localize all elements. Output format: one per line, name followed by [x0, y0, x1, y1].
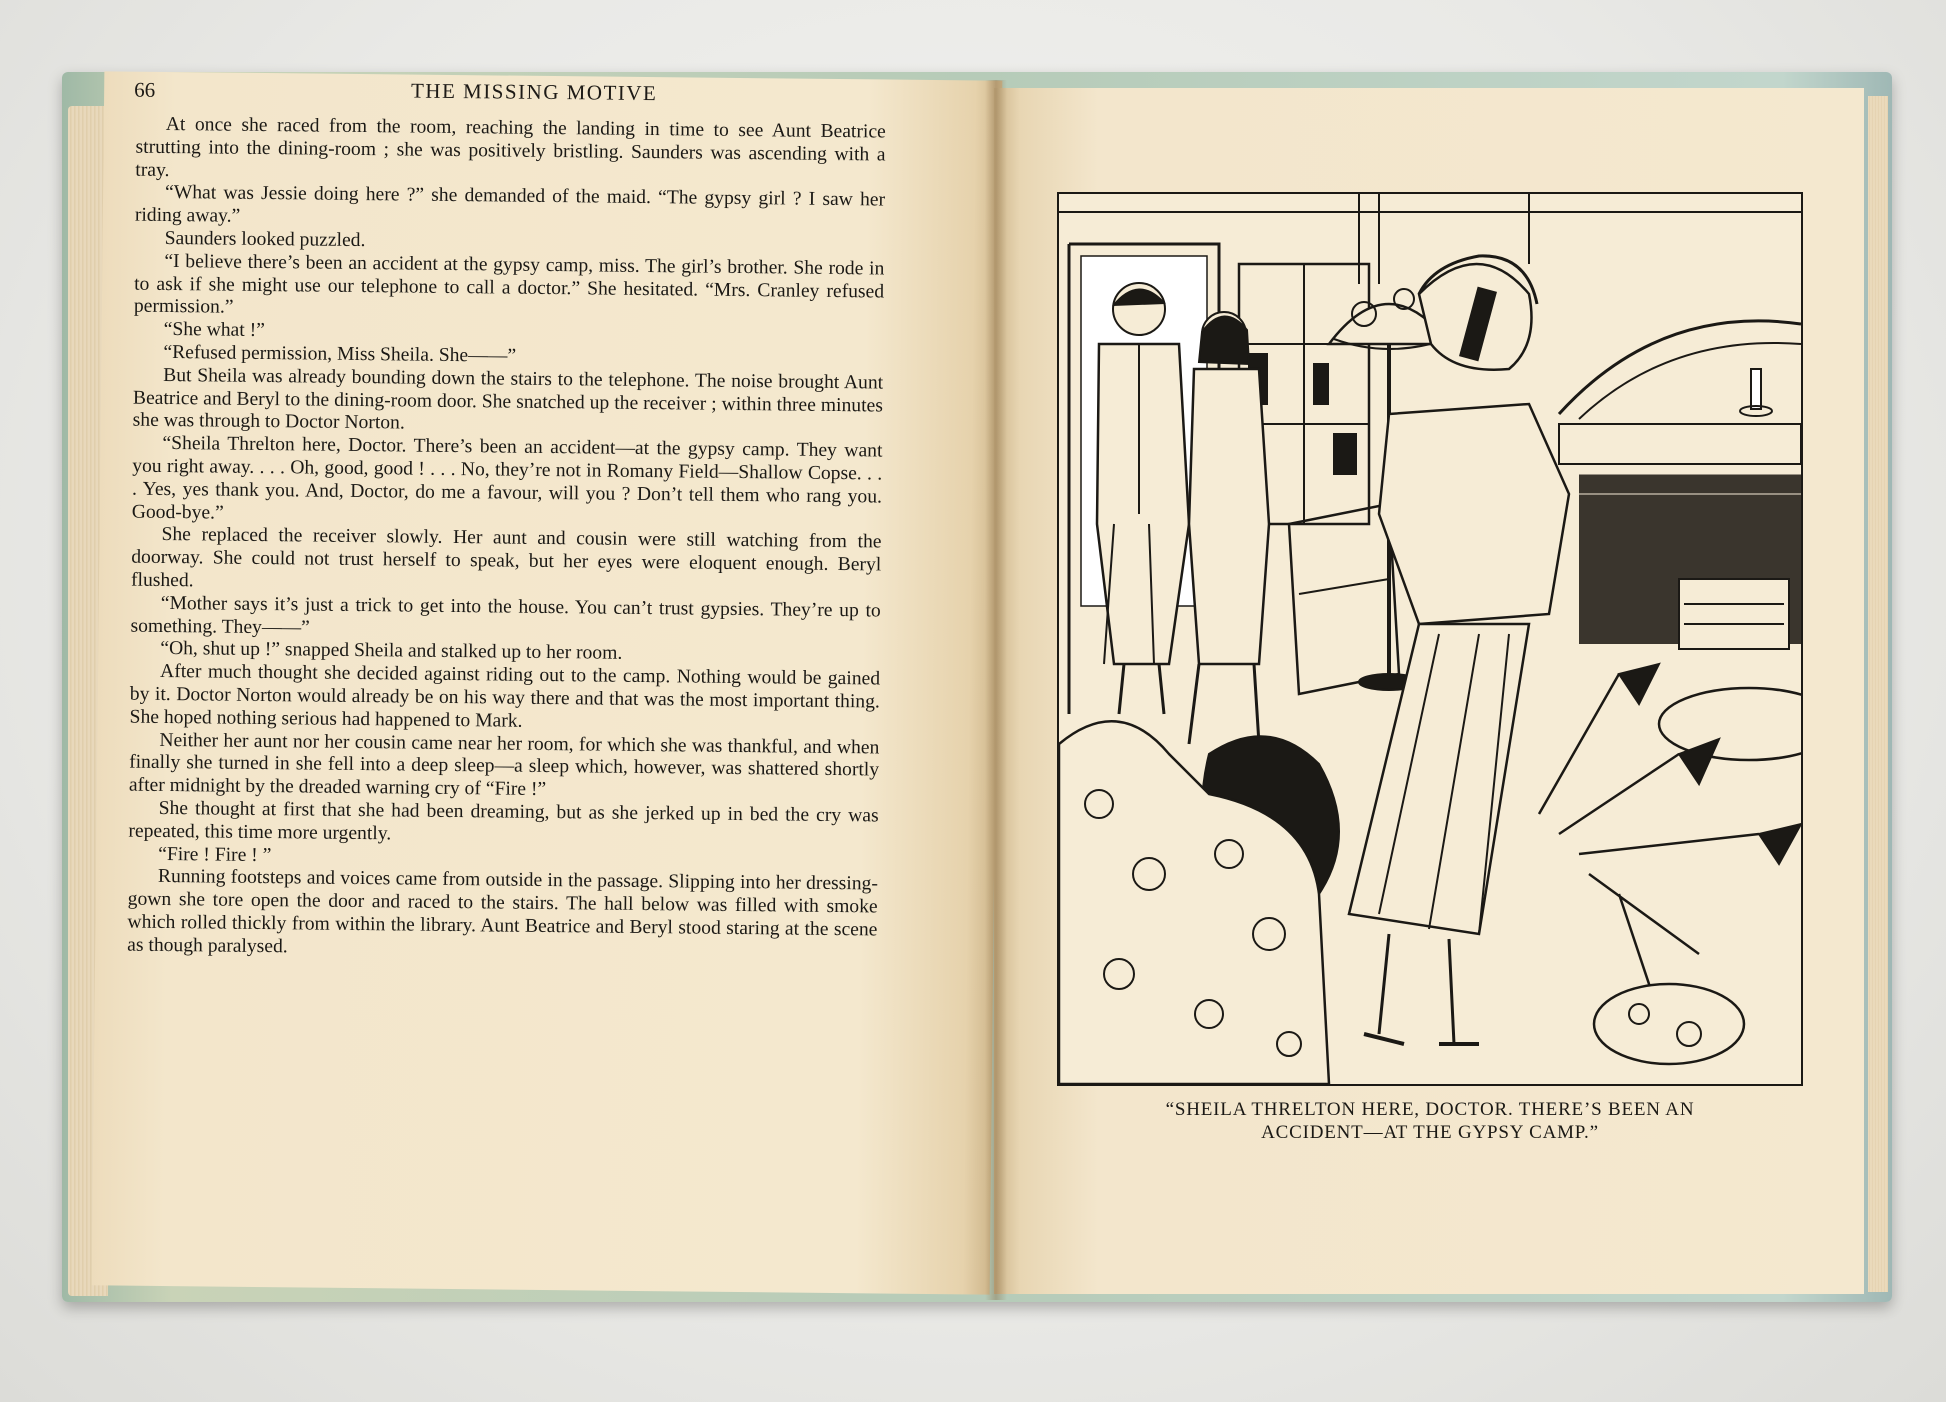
paragraph: She replaced the receiver slowly. Her aunt and cousin were still watching from the doorway. She could not trust herself to speak, but her eyes were eloquent enough. Beryl flushed.: [130, 524, 882, 592]
caption-line: “SHEILA THRELTON HERE, DOCTOR. THERE’S BEEN AN: [1165, 1099, 1695, 1120]
page-edges-right: [1868, 96, 1888, 1292]
paragraph: “I believe there’s been an accident at the gypsy camp, miss. The girl’s brother. She rode in to ask if she might use our telephone to call a doctor.” She hesitated. “Mrs. Cranley refused permission.”: [133, 250, 885, 319]
caption-line: ACCIDENT—AT THE GYPSY CAMP.”: [1261, 1122, 1599, 1143]
paragraph: Neither her aunt nor her cousin came near her room, for which she was thankful, and when finally she turned in she fell into a deep sleep—a sleep which, however, was shattered shortly after midnight by the dreaded warning cry of “Fire !”: [128, 729, 880, 801]
paragraph: “Fire ! Fire ! ”: [158, 843, 272, 866]
running-head: THE MISSING MOTIVE: [410, 78, 658, 106]
illustration-caption: [1060, 1098, 1800, 1144]
paragraph: She thought at first that she had been dreaming, but as she jerked up in bed the cry was repeated, this time more urgently.: [128, 797, 879, 845]
paragraph: But Sheila was already bounding down the stairs to the telephone. The noise brought Aunt Beatrice and Beryl to the dining-room door. She snatched up the receiver ; within three minutes she was through to Doctor Norton.: [132, 364, 884, 434]
paragraph: “She what !”: [163, 319, 265, 342]
paragraph: “What was Jessie doing here ?” she demanded of the maid. “The gypsy girl ? I saw her riding away.”: [134, 182, 886, 227]
paragraph: “Sheila Threlton here, Doctor. There’s been an accident—at the gypsy camp. They want you right away. . . . Oh, good, good ! . . . No, they’re not in Romany Field—Shallow Copse. . . . Yes, yes thank you. And, Doctor, do me a favour, will you ? Don’t tell them who rang you. Good-bye.”: [131, 433, 883, 524]
paragraph: After much thought she decided against riding out to the camp. Nothing would be gained by it. Doctor Norton would already be on his way there and that was the most important thing. She hoped nothing serious had happened to Mark.: [129, 661, 881, 732]
paragraph: “Mother says it’s just a trick to get into the house. You can’t trust gypsies. They’re up to something. They——”: [130, 592, 881, 639]
body-text: [127, 114, 886, 965]
page-number: 66: [134, 77, 156, 102]
paragraph: At once she raced from the room, reaching the landing in time to see Aunt Beatrice strutting into the dining-room ; she was positively bristling. Saunders was ascending with a tray.: [135, 113, 886, 181]
paragraph: Running footsteps and voices came from outside in the passage. Slipping into her dressing-gown she tore open the door and raced to the stairs. The hall below was filled with smoke which rolled thickly from within the library. Aunt Beatrice and Beryl stood staring at the scene as though paralysed.: [127, 866, 879, 957]
paragraph: “Oh, shut up !” snapped Sheila and stalked up to her room.: [160, 638, 623, 665]
paragraph: “Refused permission, Miss Sheila. She——”: [163, 341, 517, 367]
book-gutter: [985, 80, 1007, 1300]
illustration-drawing: [1059, 194, 1801, 1084]
left-page: [92, 71, 1003, 1294]
illustration-plate: [1057, 192, 1803, 1086]
paragraph: Saunders looked puzzled.: [164, 227, 366, 252]
